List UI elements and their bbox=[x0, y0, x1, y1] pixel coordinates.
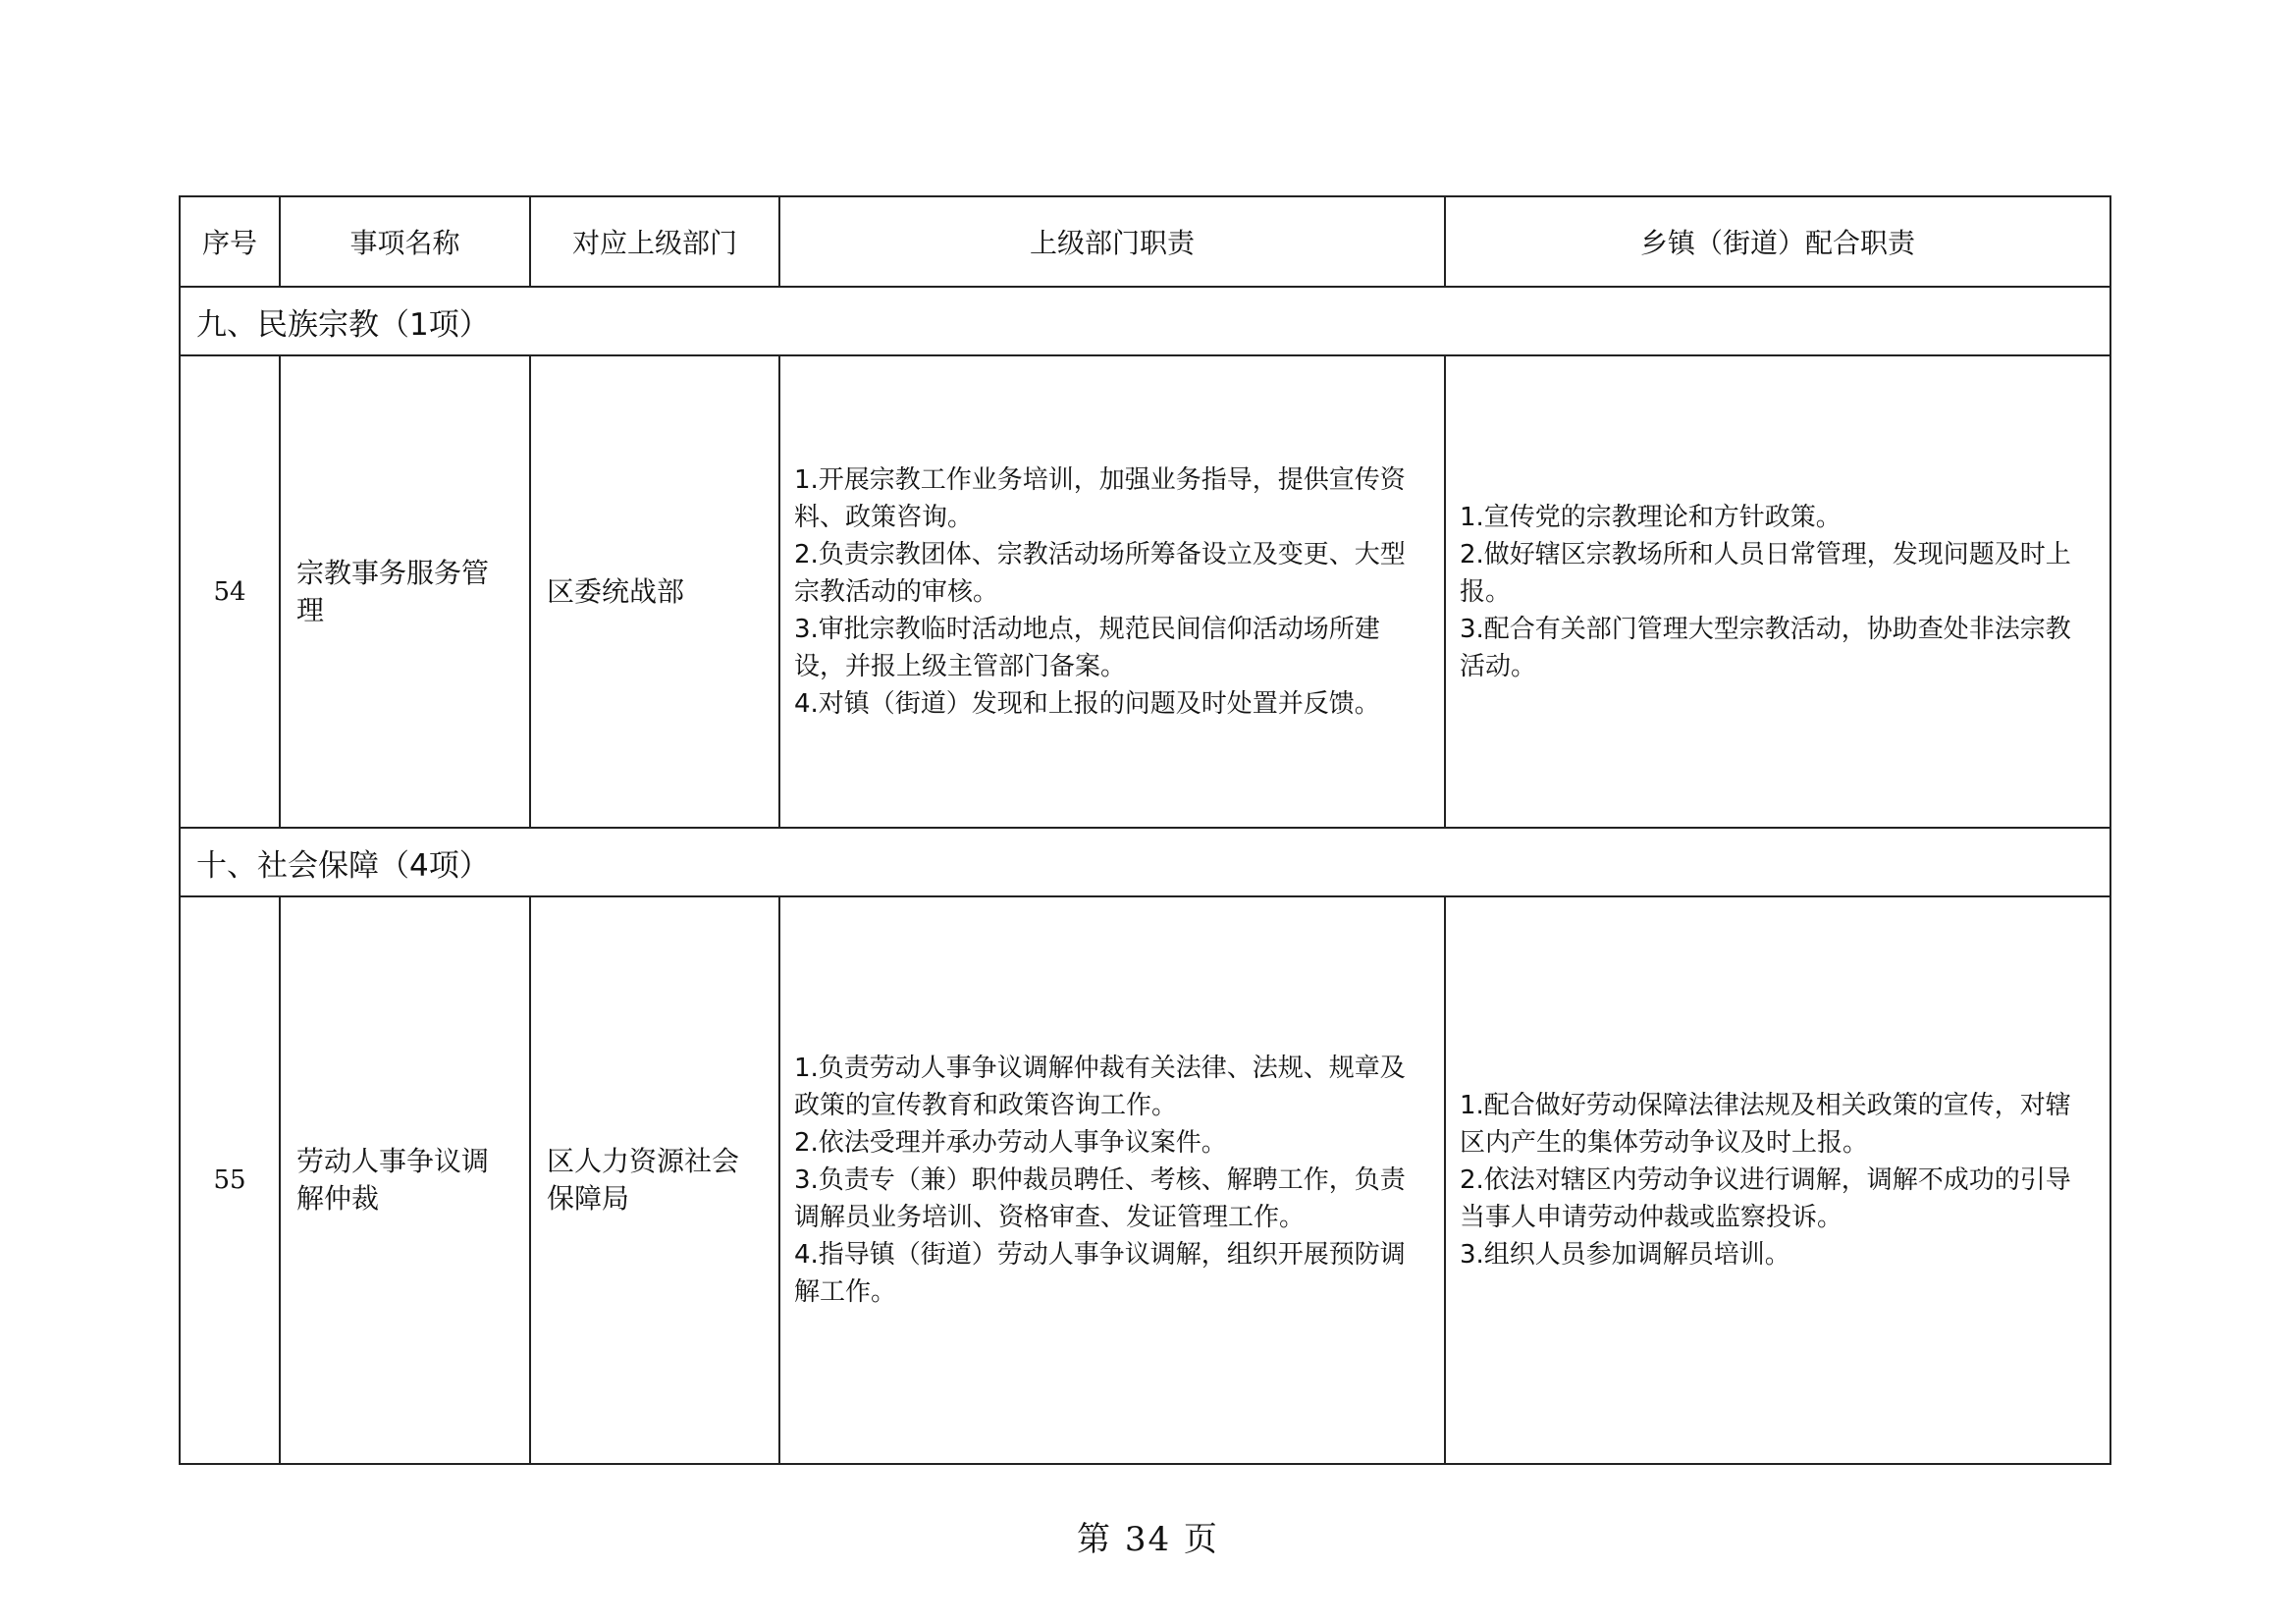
item-index: 54 bbox=[180, 355, 280, 828]
header-row bbox=[180, 196, 2110, 287]
item-upper-duties bbox=[779, 896, 1445, 1464]
header-town-duties: 乡镇（街道）配合职责 bbox=[1445, 196, 2110, 287]
duty-line: 1.开展宗教工作业务培训，加强业务指导，提供宣传资料、政策咨询。 bbox=[794, 464, 1406, 532]
header-index: 序号 bbox=[180, 196, 280, 287]
item-dept: 区人力资源社会保障局 bbox=[530, 896, 779, 1464]
duty-table bbox=[179, 195, 2111, 1465]
duty-line: 3.组织人员参加调解员培训。 bbox=[1460, 1240, 1790, 1270]
item-town-duties bbox=[1445, 896, 2110, 1464]
duty-line: 1.负责劳动人事争议调解仲裁有关法律、法规、规章及政策的宣传教育和政策咨询工作。 bbox=[794, 1054, 1406, 1120]
duty-line: 2.依法受理并承办劳动人事争议案件。 bbox=[794, 1128, 1227, 1158]
item-dept: 区委统战部 bbox=[530, 355, 779, 828]
item-upper-duties bbox=[779, 355, 1445, 828]
duty-line: 3.配合有关部门管理大型宗教活动，协助查处非法宗教活动。 bbox=[1460, 614, 2071, 681]
duty-line: 4.对镇（街道）发现和上报的问题及时处置并反馈。 bbox=[794, 688, 1380, 719]
duty-line: 3.审批宗教临时活动地点，规范民间信仰活动场所建设，并报上级主管部门备案。 bbox=[794, 614, 1380, 681]
item-name: 劳动人事争议调解仲裁 bbox=[280, 896, 530, 1464]
duty-line: 2.依法对辖区内劳动争议进行调解，调解不成功的引导当事人申请劳动仲裁或监察投诉。 bbox=[1460, 1165, 2071, 1232]
duty-line: 3.负责专（兼）职仲裁员聘任、考核、解聘工作，负责调解员业务培训、资格审查、发证管理工作。 bbox=[794, 1165, 1406, 1232]
duty-line: 1.宣传党的宗教理论和方针政策。 bbox=[1460, 502, 1842, 532]
item-index: 55 bbox=[180, 896, 280, 1464]
header-item-name: 事项名称 bbox=[280, 196, 530, 287]
page-number: 第 34 页 bbox=[1077, 1520, 1219, 1559]
duty-line: 4.指导镇（街道）劳动人事争议调解，组织开展预防调解工作。 bbox=[794, 1240, 1406, 1307]
duty-line: 1.配合做好劳动保障法律法规及相关政策的宣传，对辖区内产生的集体劳动争议及时上报。 bbox=[1460, 1091, 2071, 1158]
header-upper-duties: 上级部门职责 bbox=[779, 196, 1445, 287]
header-dept: 对应上级部门 bbox=[530, 196, 779, 287]
item-name: 宗教事务服务管理 bbox=[280, 355, 530, 828]
section-row-religion bbox=[180, 287, 2110, 355]
section-row-social-security bbox=[180, 828, 2110, 896]
section-title: 九、民族宗教（1项） bbox=[180, 287, 2110, 355]
duty-line: 2.负责宗教团体、宗教活动场所筹备设立及变更、大型宗教活动的审核。 bbox=[794, 539, 1406, 607]
duty-line: 2.做好辖区宗教场所和人员日常管理，发现问题及时上报。 bbox=[1460, 539, 2071, 607]
table-row bbox=[180, 896, 2110, 1464]
item-town-duties bbox=[1445, 355, 2110, 828]
table-row bbox=[180, 355, 2110, 828]
section-title: 十、社会保障（4项） bbox=[180, 828, 2110, 896]
